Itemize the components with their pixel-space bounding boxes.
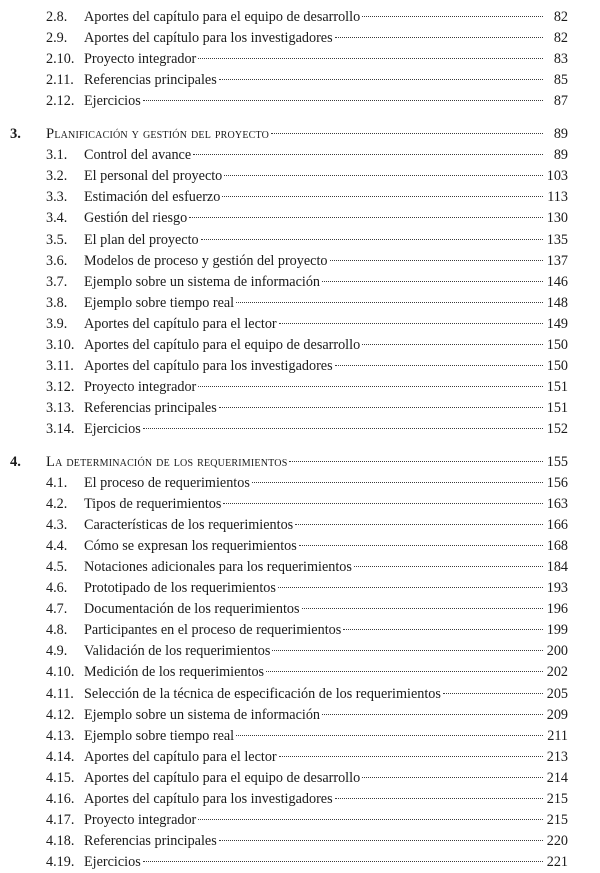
toc-entry-leader-line — [84, 746, 568, 768]
dot-leader — [322, 281, 543, 282]
toc-entry-number: 3.14. — [46, 421, 75, 437]
toc-entry-leader-line — [84, 493, 568, 515]
toc-entry-page-number: 200 — [546, 643, 568, 659]
toc-section-entry — [0, 418, 600, 440]
toc-entry-page-number: 148 — [546, 295, 568, 311]
toc-section-entry — [0, 271, 600, 293]
toc-section-entry — [0, 767, 600, 789]
toc-entry-title: Características de los requerimientos — [84, 517, 294, 533]
dot-leader — [219, 407, 543, 408]
toc-entry-leader-line — [84, 788, 568, 810]
dot-leader — [219, 840, 543, 841]
dot-leader — [201, 239, 543, 240]
toc-section-entry — [0, 144, 600, 166]
toc-entry-page-number: 130 — [546, 210, 568, 226]
toc-entry-number: 4.9. — [46, 643, 68, 659]
toc-entry-title: Tipos de requerimientos — [84, 496, 222, 512]
toc-entry-leader-line — [84, 397, 568, 419]
dot-leader — [198, 819, 543, 820]
toc-section-entry — [0, 640, 600, 662]
toc-entry-leader-line — [84, 661, 568, 683]
toc-entry-leader-line — [84, 165, 568, 187]
dot-leader — [223, 503, 543, 504]
toc-entry-title: Notaciones adicionales para los requerimientos — [84, 559, 352, 575]
toc-section-entry — [0, 493, 600, 515]
toc-entry-number: 2.8. — [46, 9, 68, 25]
toc-entry-title: Ejercicios — [84, 93, 141, 109]
toc-entry-title: Ejercicios — [84, 854, 141, 870]
dot-leader — [343, 629, 543, 630]
dot-leader — [222, 196, 543, 197]
toc-entry-leader-line — [84, 418, 568, 440]
toc-entry-title: Ejemplo sobre tiempo real — [84, 728, 235, 744]
toc-section-entry — [0, 292, 600, 314]
toc-entry-title: Referencias principales — [84, 72, 217, 88]
toc-section-entry — [0, 556, 600, 578]
toc-entry-number: 4.18. — [46, 833, 75, 849]
toc-entry-leader-line — [84, 767, 568, 789]
toc-entry-title: Referencias principales — [84, 833, 217, 849]
toc-entry-page-number: 168 — [546, 538, 568, 554]
toc-entry-number: 4.5. — [46, 559, 68, 575]
toc-section-entry — [0, 165, 600, 187]
toc-section-entry — [0, 90, 600, 112]
toc-entry-number: 4.14. — [46, 749, 75, 765]
dot-leader — [189, 217, 543, 218]
dot-leader — [330, 260, 544, 261]
toc-entry-title: Control del avance — [84, 147, 192, 163]
toc-entry-page-number: 103 — [546, 168, 568, 184]
toc-section-entry — [0, 27, 600, 49]
toc-entry-page-number: 82 — [553, 9, 568, 25]
dot-leader — [252, 482, 543, 483]
toc-entry-title: El proceso de requerimientos — [84, 475, 250, 491]
dot-leader — [198, 386, 543, 387]
toc-entry-number: 2.11. — [46, 72, 74, 88]
dot-leader — [443, 693, 543, 694]
toc-entry-title: La determinación de los requerimientos — [46, 454, 288, 470]
toc-entry-number: 4.11. — [46, 686, 74, 702]
toc-entry-page-number: 149 — [546, 316, 568, 332]
toc-entry-page-number: 156 — [546, 475, 568, 491]
toc-entry-page-number: 221 — [546, 854, 568, 870]
toc-section-entry — [0, 334, 600, 356]
dot-leader — [193, 154, 543, 155]
toc-entry-page-number: 166 — [546, 517, 568, 533]
toc-entry-number: 4. — [10, 454, 21, 470]
toc-entry-title: Modelos de proceso y gestión del proyecto — [84, 253, 328, 269]
dot-leader — [236, 735, 543, 736]
toc-entry-title: El personal del proyecto — [84, 168, 223, 184]
toc-entry-number: 3.2. — [46, 168, 68, 184]
dot-leader — [266, 671, 543, 672]
toc-section-entry — [0, 229, 600, 251]
toc-entry-page-number: 220 — [546, 833, 568, 849]
toc-entry-title: Aportes del capítulo para el equipo de desarrollo — [84, 9, 361, 25]
toc-entry-leader-line — [84, 514, 568, 536]
dot-leader — [236, 302, 543, 303]
dot-leader — [335, 37, 543, 38]
toc-entry-page-number: 89 — [553, 126, 568, 142]
toc-entry-leader-line — [84, 207, 568, 229]
toc-entry-title: Ejemplo sobre un sistema de información — [84, 707, 321, 723]
toc-entry-number: 4.16. — [46, 791, 75, 807]
toc-entry-page-number: 199 — [546, 622, 568, 638]
toc-entry-leader-line — [46, 451, 568, 473]
toc-section-entry — [0, 661, 600, 683]
toc-entry-title: Planificación y gestión del proyecto — [46, 126, 270, 142]
toc-entry-number: 4.17. — [46, 812, 75, 828]
toc-entry-title: El plan del proyecto — [84, 232, 199, 248]
dot-leader — [322, 714, 543, 715]
toc-entry-page-number: 89 — [553, 147, 568, 163]
toc-entry-leader-line — [84, 334, 568, 356]
toc-entry-number: 3.4. — [46, 210, 68, 226]
dot-leader — [198, 58, 543, 59]
toc-entry-leader-line — [84, 355, 568, 377]
toc-entry-page-number: 215 — [546, 812, 568, 828]
toc-section-entry — [0, 809, 600, 831]
dot-leader — [143, 428, 543, 429]
toc-entry-page-number: 163 — [546, 496, 568, 512]
toc-entry-leader-line — [84, 6, 568, 28]
toc-entry-leader-line — [84, 271, 568, 293]
dot-leader — [335, 798, 543, 799]
toc-entry-title: Estimación del esfuerzo — [84, 189, 221, 205]
dot-leader — [295, 524, 543, 525]
toc-entry-page-number: 205 — [546, 686, 568, 702]
toc-entry-leader-line — [84, 809, 568, 831]
toc-entry-leader-line — [84, 144, 568, 166]
toc-entry-page-number: 215 — [546, 791, 568, 807]
toc-entry-leader-line — [84, 640, 568, 662]
toc-entry-number: 4.13. — [46, 728, 75, 744]
toc-entry-number: 4.19. — [46, 854, 75, 870]
toc-entry-page-number: 82 — [553, 30, 568, 46]
toc-entry-leader-line — [84, 229, 568, 251]
toc-entry-title: Ejemplo sobre un sistema de información — [84, 274, 321, 290]
toc-entry-page-number: 87 — [553, 93, 568, 109]
toc-entry-page-number: 137 — [546, 253, 568, 269]
toc-entry-leader-line — [84, 472, 568, 494]
toc-section-entry — [0, 619, 600, 641]
toc-section-entry — [0, 535, 600, 557]
toc-entry-page-number: 155 — [546, 454, 568, 470]
toc-entry-page-number: 150 — [546, 358, 568, 374]
dot-leader — [224, 175, 543, 176]
toc-section-entry — [0, 207, 600, 229]
dot-leader — [299, 545, 543, 546]
toc-entry-leader-line — [46, 123, 568, 145]
toc-section-entry — [0, 683, 600, 705]
toc-entry-page-number: 202 — [546, 664, 568, 680]
toc-entry-leader-line — [84, 27, 568, 49]
dot-leader — [143, 100, 543, 101]
dot-leader — [219, 79, 543, 80]
toc-entry-leader-line — [84, 598, 568, 620]
toc-entry-number: 4.2. — [46, 496, 68, 512]
toc-entry-number: 4.1. — [46, 475, 68, 491]
dot-leader — [354, 566, 543, 567]
toc-entry-title: Validación de los requerimientos — [84, 643, 271, 659]
toc-entry-leader-line — [84, 619, 568, 641]
toc-entry-title: Participantes en el proceso de requerimientos — [84, 622, 342, 638]
toc-entry-number: 4.3. — [46, 517, 68, 533]
toc-entry-number: 3.9. — [46, 316, 68, 332]
toc-section-entry — [0, 851, 600, 873]
toc-chapter-entry — [0, 123, 600, 145]
dot-leader — [362, 344, 543, 345]
toc-entry-page-number: 150 — [546, 337, 568, 353]
toc-section-entry — [0, 250, 600, 272]
toc-entry-leader-line — [84, 535, 568, 557]
toc-entry-page-number: 135 — [546, 232, 568, 248]
toc-entry-number: 4.7. — [46, 601, 68, 617]
toc-section-entry — [0, 746, 600, 768]
toc-entry-page-number: 213 — [546, 749, 568, 765]
toc-entry-title: Prototipado de los requerimientos — [84, 580, 276, 596]
toc-entry-title: Medición de los requerimientos — [84, 664, 265, 680]
toc-entry-number: 3.8. — [46, 295, 68, 311]
toc-entry-number: 2.12. — [46, 93, 75, 109]
toc-section-entry — [0, 725, 600, 747]
toc-section-entry — [0, 598, 600, 620]
toc-entry-page-number: 83 — [553, 51, 568, 67]
toc-entry-number: 3.3. — [46, 189, 68, 205]
toc-entry-leader-line — [84, 577, 568, 599]
toc-entry-number: 3.11. — [46, 358, 74, 374]
toc-entry-title: Aportes del capítulo para los investigadores — [84, 791, 333, 807]
toc-section-entry — [0, 355, 600, 377]
toc-entry-title: Aportes del capítulo para los investigadores — [84, 30, 333, 46]
toc-entry-leader-line — [84, 851, 568, 873]
toc-section-entry — [0, 577, 600, 599]
toc-entry-title: Ejemplo sobre tiempo real — [84, 295, 235, 311]
toc-entry-leader-line — [84, 704, 568, 726]
toc-entry-title: Cómo se expresan los requerimientos — [84, 538, 297, 554]
toc-entry-number: 3.5. — [46, 232, 68, 248]
toc-section-entry — [0, 472, 600, 494]
toc-entry-leader-line — [84, 186, 568, 208]
dot-leader — [362, 16, 543, 17]
toc-entry-number: 2.9. — [46, 30, 68, 46]
toc-entry-leader-line — [84, 48, 568, 70]
toc-entry-page-number: 85 — [553, 72, 568, 88]
dot-leader — [362, 777, 543, 778]
toc-section-entry — [0, 313, 600, 335]
toc-entry-number: 4.4. — [46, 538, 68, 554]
dot-leader — [272, 650, 543, 651]
toc-entry-page-number: 196 — [546, 601, 568, 617]
toc-entry-number: 4.12. — [46, 707, 75, 723]
toc-entry-title: Proyecto integrador — [84, 379, 197, 395]
toc-entry-title: Aportes del capítulo para el equipo de desarrollo — [84, 337, 361, 353]
toc-entry-leader-line — [84, 725, 568, 747]
toc-entry-title: Referencias principales — [84, 400, 217, 416]
toc-entry-number: 3.13. — [46, 400, 75, 416]
toc-entry-leader-line — [84, 292, 568, 314]
toc-entry-leader-line — [84, 69, 568, 91]
toc-entry-title: Proyecto integrador — [84, 812, 197, 828]
toc-section-entry — [0, 376, 600, 398]
toc-entry-number: 3. — [10, 126, 21, 142]
toc-entry-number: 4.10. — [46, 664, 75, 680]
dot-leader — [289, 461, 543, 462]
toc-entry-leader-line — [84, 683, 568, 705]
toc-entry-number: 4.8. — [46, 622, 68, 638]
toc-entry-page-number: 152 — [546, 421, 568, 437]
toc-entry-page-number: 146 — [546, 274, 568, 290]
toc-entry-title: Aportes del capítulo para el lector — [84, 749, 277, 765]
toc-section-entry — [0, 6, 600, 28]
toc-entry-number: 2.10. — [46, 51, 75, 67]
toc-section-entry — [0, 397, 600, 419]
toc-section-entry — [0, 514, 600, 536]
toc-entry-number: 3.6. — [46, 253, 68, 269]
toc-entry-title: Aportes del capítulo para el equipo de desarrollo — [84, 770, 361, 786]
toc-entry-leader-line — [84, 313, 568, 335]
toc-entry-title: Aportes del capítulo para los investigadores — [84, 358, 333, 374]
toc-entry-page-number: 113 — [547, 189, 568, 205]
dot-leader — [302, 608, 543, 609]
toc-entry-page-number: 211 — [547, 728, 568, 744]
toc-section-entry — [0, 788, 600, 810]
dot-leader — [335, 365, 543, 366]
toc-entry-page-number: 209 — [546, 707, 568, 723]
toc-entry-page-number: 151 — [546, 379, 568, 395]
toc-section-entry — [0, 186, 600, 208]
toc-entry-title: Ejercicios — [84, 421, 141, 437]
toc-entry-title: Documentación de los requerimientos — [84, 601, 300, 617]
dot-leader — [271, 133, 543, 134]
toc-entry-page-number: 151 — [546, 400, 568, 416]
toc-section-entry — [0, 704, 600, 726]
toc-entry-leader-line — [84, 250, 568, 272]
toc-entry-leader-line — [84, 376, 568, 398]
toc-entry-number: 3.1. — [46, 147, 68, 163]
toc-entry-title: Selección de la técnica de especificación de los requerimientos — [84, 686, 441, 702]
toc-entry-number: 3.10. — [46, 337, 75, 353]
dot-leader — [143, 861, 543, 862]
toc-entry-number: 4.6. — [46, 580, 68, 596]
toc-entry-title: Aportes del capítulo para el lector — [84, 316, 277, 332]
toc-entry-title: Gestión del riesgo — [84, 210, 188, 226]
toc-entry-leader-line — [84, 556, 568, 578]
toc-section-entry — [0, 48, 600, 70]
dot-leader — [278, 587, 543, 588]
toc-entry-title: Proyecto integrador — [84, 51, 197, 67]
toc-entry-leader-line — [84, 90, 568, 112]
toc-chapter-entry — [0, 451, 600, 473]
dot-leader — [279, 756, 543, 757]
toc-entry-number: 4.15. — [46, 770, 75, 786]
toc-entry-number: 3.12. — [46, 379, 75, 395]
toc-entry-page-number: 214 — [546, 770, 568, 786]
toc-entry-page-number: 193 — [546, 580, 568, 596]
toc-entry-number: 3.7. — [46, 274, 68, 290]
toc-section-entry — [0, 69, 600, 91]
dot-leader — [279, 323, 543, 324]
toc-entry-page-number: 184 — [546, 559, 568, 575]
